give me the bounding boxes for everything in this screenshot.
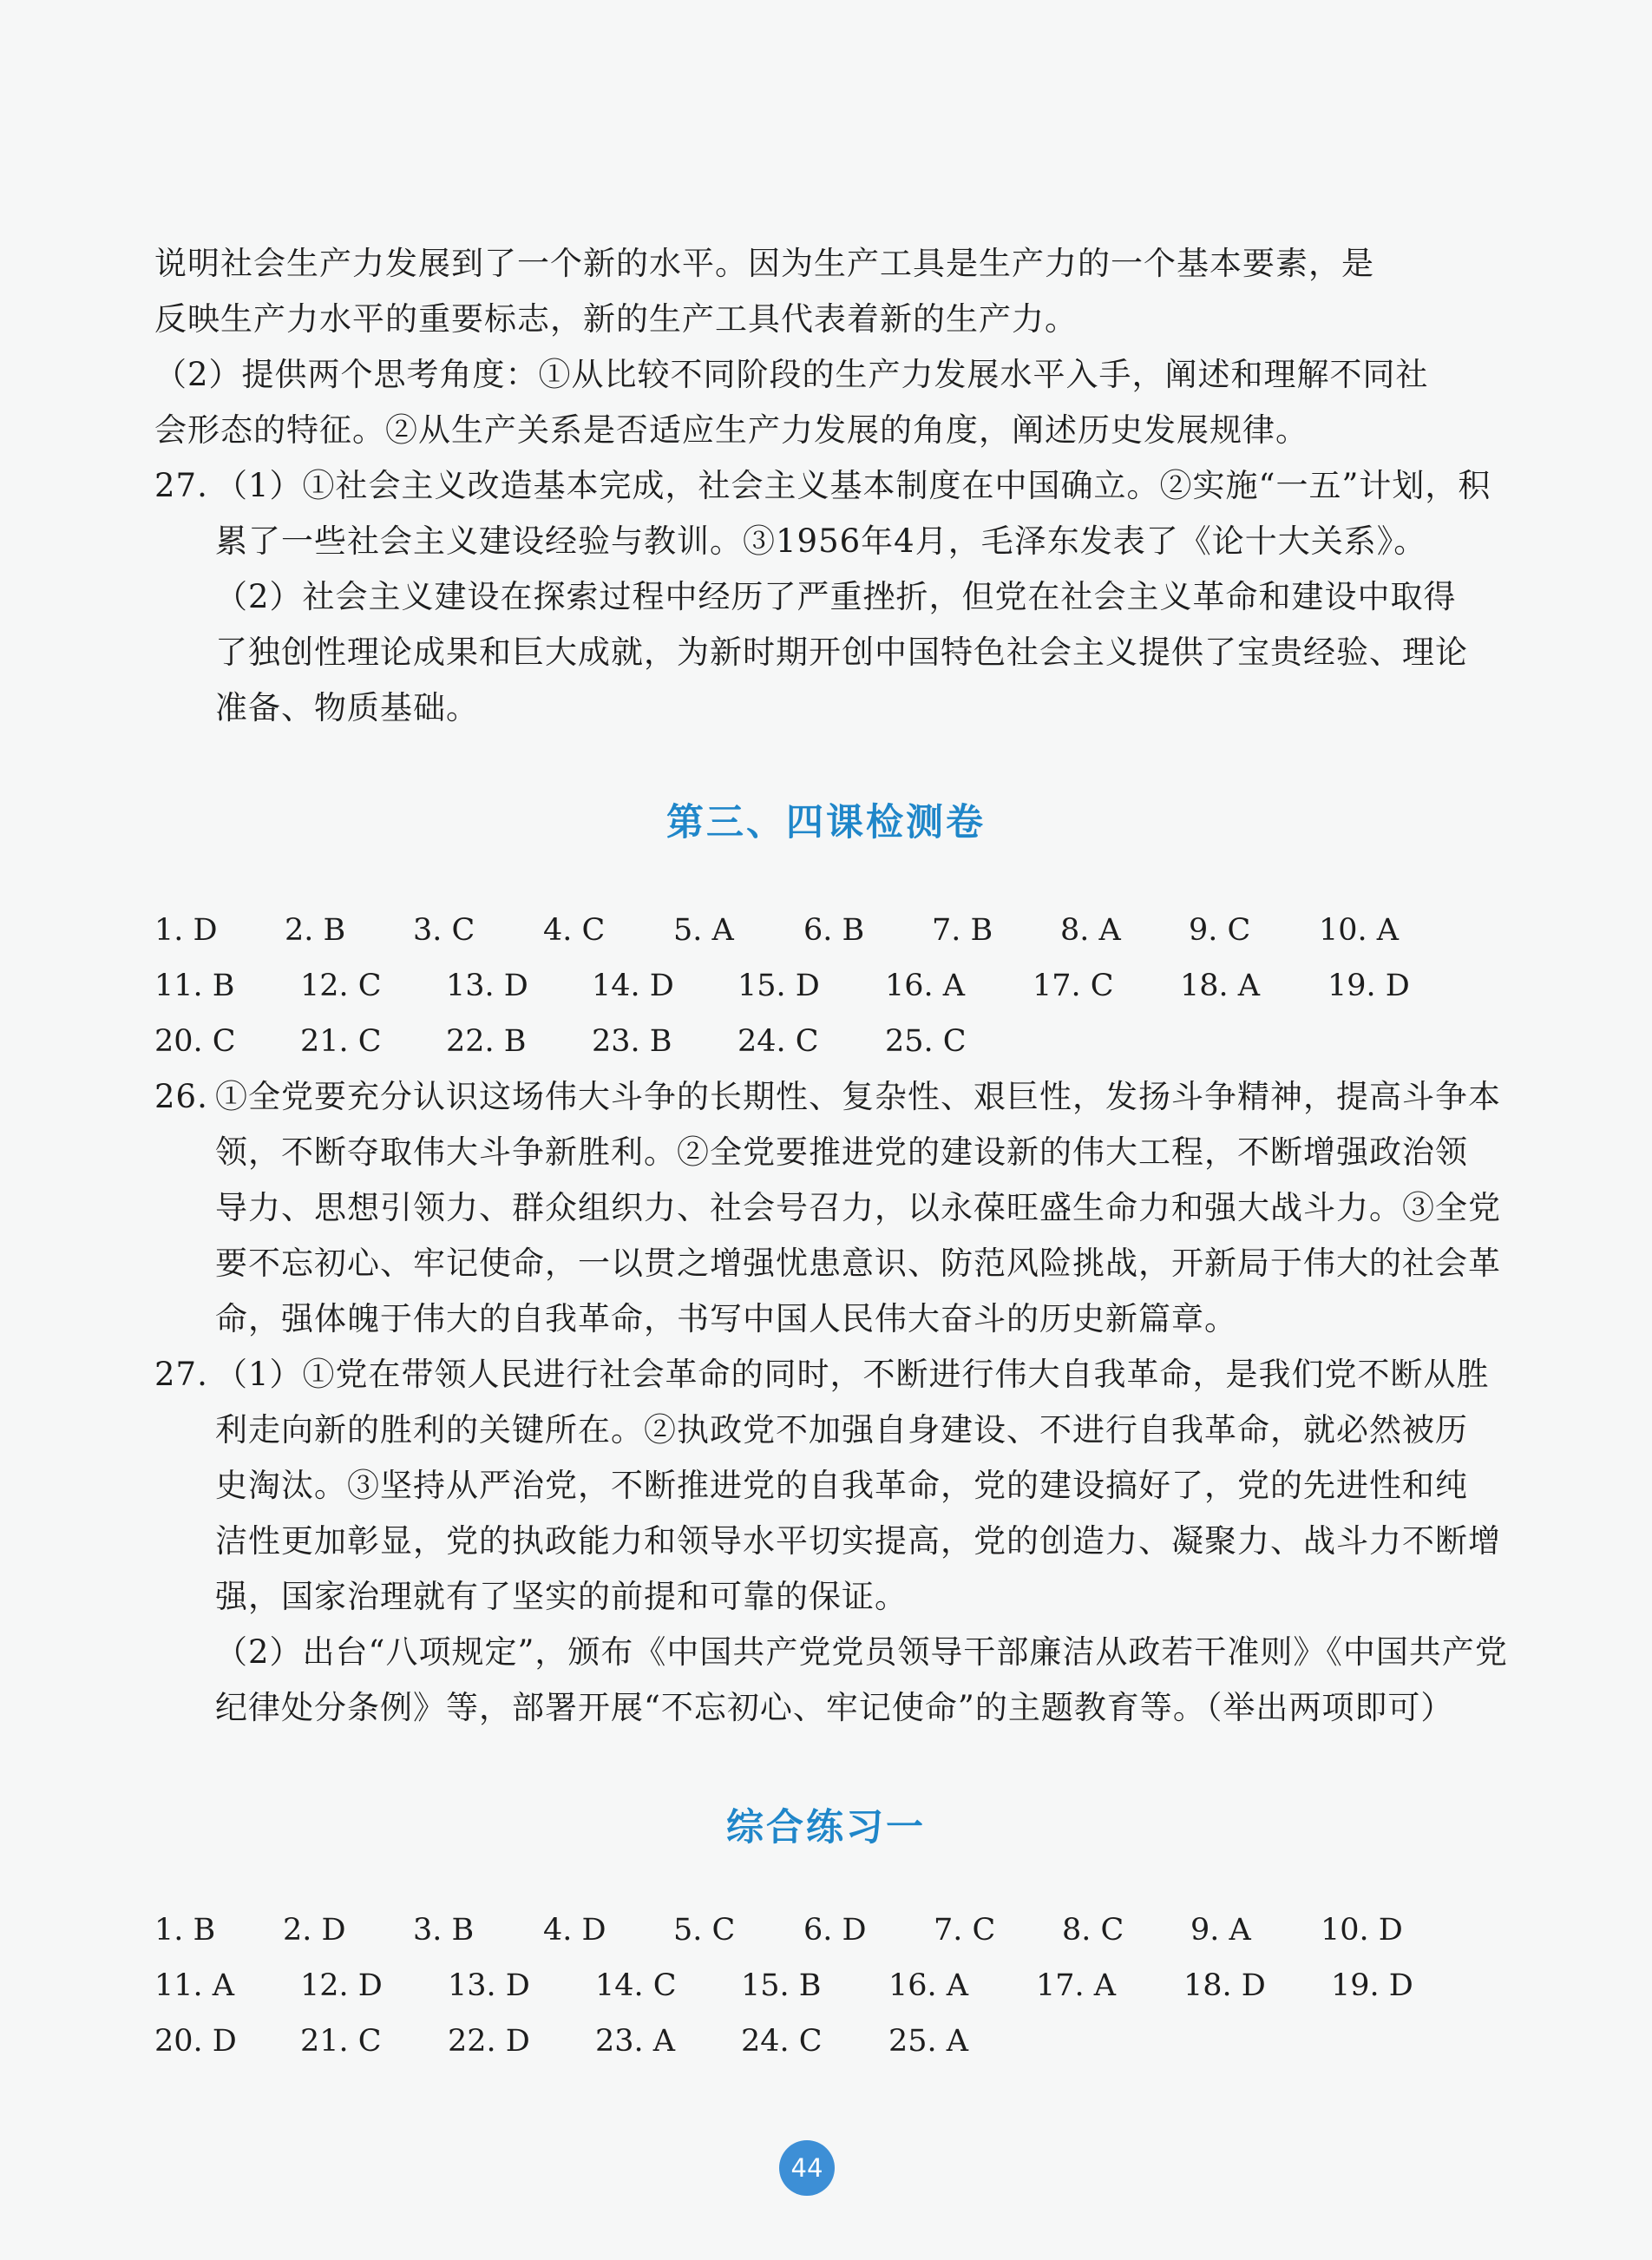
section-title: 第三、四课检测卷 xyxy=(666,801,986,844)
answer-item: 2. D xyxy=(283,1913,346,1948)
answer-item: 10. A xyxy=(1319,913,1400,948)
answer-item: 20. D xyxy=(154,2024,237,2059)
answer-item: 7. B xyxy=(932,913,993,948)
answer-item: 21. C xyxy=(300,1024,382,1059)
answer-item: 12. D xyxy=(300,1968,383,2003)
answer-item: 18. A xyxy=(1180,969,1261,1003)
question-number: 27. xyxy=(154,1356,208,1393)
answer-item: 14. D xyxy=(592,969,674,1003)
text-line: 准备、物质基础。 xyxy=(215,689,479,726)
answer-item: 8. A xyxy=(1060,913,1121,948)
text-line: 反映生产力水平的重要标志，新的生产工具代表着新的生产力。 xyxy=(154,300,1078,338)
answer-item: 14. C xyxy=(595,1968,677,2003)
text-line: ①全党要充分认识这场伟大斗争的长期性、复杂性、艰巨性，发扬斗争精神，提高斗争本 xyxy=(215,1078,1501,1115)
answer-item: 11. A xyxy=(154,1968,235,2003)
text-line: 要不忘初心、牢记使命，一以贯之增强忧患意识、防范风险挑战，开新局于伟大的社会革 xyxy=(215,1245,1501,1282)
answer-item: 23. A xyxy=(595,2024,676,2059)
answer-item: 13. D xyxy=(448,1968,530,2003)
answer-item: 8. C xyxy=(1062,1913,1124,1948)
text-line: 会形态的特征。②从生产关系是否适应生产力发展的角度，阐述历史发展规律。 xyxy=(154,411,1308,449)
answer-item: 20. C xyxy=(154,1024,236,1059)
answer-item: 1. B xyxy=(154,1913,216,1948)
question-number: 27. xyxy=(154,467,208,504)
text-line: 导力、思想引领力、群众组织力、社会号召力，以永葆旺盛生命力和强大战斗力。③全党 xyxy=(215,1189,1501,1226)
answer-item: 5. A xyxy=(673,913,734,948)
answer-item: 1. D xyxy=(154,913,218,948)
answer-item: 25. C xyxy=(885,1024,967,1059)
text-line: 利走向新的胜利的关键所在。②执政党不加强自身建设、不进行自我革命，就必然被历 xyxy=(215,1411,1468,1449)
question-27 xyxy=(154,1347,1508,1736)
text-line: 了独创性理论成果和巨大成就，为新时期开创中国特色社会主义提供了宝贵经验、理论 xyxy=(215,634,1468,671)
answer-item: 16. A xyxy=(885,969,966,1003)
answer-item: 9. A xyxy=(1190,1913,1251,1948)
answer-item: 22. B xyxy=(446,1024,527,1059)
answer-item: 3. C xyxy=(413,913,475,948)
answer-item: 6. B xyxy=(803,913,865,948)
answer-item: 15. B xyxy=(741,1968,822,2003)
text-line: （2）出台“八项规定”，颁布《中国共产党党员领导干部廉洁从政若干准则》《中国共产党 xyxy=(215,1633,1508,1671)
answer-item: 15. D xyxy=(738,969,820,1003)
answer-item: 4. D xyxy=(543,1913,606,1948)
answer-item: 3. B xyxy=(413,1913,475,1948)
answer-item: 10. D xyxy=(1321,1913,1403,1948)
text-line: 纪律处分条例》等，部署开展“不忘初心、牢记使命”的主题教育等。（举出两项即可） xyxy=(215,1689,1454,1726)
answer-item: 19. D xyxy=(1328,969,1410,1003)
answer-item: 21. C xyxy=(300,2024,382,2059)
text-line: 史淘汰。③坚持从严治党，不断推进党的自我革命，党的建设搞好了，党的先进性和纯 xyxy=(215,1467,1468,1504)
answer-item: 23. B xyxy=(592,1024,672,1059)
answer-item: 17. A xyxy=(1036,1968,1117,2003)
answer-item: 18. D xyxy=(1183,1968,1266,2003)
answer-item: 25. A xyxy=(888,2024,969,2059)
text-line: （2）社会主义建设在探索过程中经历了严重挫折，但党在社会主义革命和建设中取得 xyxy=(215,578,1457,615)
text-line: （1）①社会主义改造基本完成，社会主义基本制度在中国确立。②实施“一五”计划，积 xyxy=(215,467,1491,504)
answer-item: 17. C xyxy=(1032,969,1114,1003)
answer-item: 6. D xyxy=(803,1913,867,1948)
text-line: 说明社会生产力发展到了一个新的水平。因为生产工具是生产力的一个基本要素，是 xyxy=(154,245,1374,282)
answer-item: 22. D xyxy=(448,2024,530,2059)
answer-item: 19. D xyxy=(1331,1968,1413,2003)
answer-item: 16. A xyxy=(888,1968,969,2003)
question-26 xyxy=(154,1069,1501,1347)
answer-item: 9. C xyxy=(1189,913,1251,948)
page-number-badge: 44 xyxy=(779,2140,835,2196)
text-line: （2）提供两个思考角度：①从比较不同阶段的生产力发展水平入手，阐述和理解不同社 xyxy=(154,356,1429,393)
answer-item: 7. C xyxy=(934,1913,996,1948)
answer-item: 5. C xyxy=(673,1913,736,1948)
answer-item: 2. B xyxy=(285,913,346,948)
text-line: 累了一些社会主义建设经验与教训。③1956年4月，毛泽东发表了《论十大关系》。 xyxy=(215,522,1427,560)
text-line: 命，强体魄于伟大的自我革命，书写中国人民伟大奋斗的历史新篇章。 xyxy=(215,1300,1237,1337)
answer-item: 11. B xyxy=(154,969,235,1003)
question-number: 26. xyxy=(154,1078,208,1115)
answer-item: 4. C xyxy=(543,913,606,948)
question-27-prev xyxy=(154,458,1491,736)
answer-item: 13. D xyxy=(446,969,528,1003)
answer-item: 24. C xyxy=(738,1024,819,1059)
intro-block xyxy=(154,236,1473,458)
text-line: 洁性更加彰显，党的执政能力和领导水平切实提高，党的创造力、凝聚力、战斗力不断增 xyxy=(215,1522,1501,1560)
answer-item: 24. C xyxy=(741,2024,823,2059)
answer-item: 12. C xyxy=(300,969,382,1003)
section-title: 综合练习一 xyxy=(726,1806,926,1849)
text-line: 领，不断夺取伟大斗争新胜利。②全党要推进党的建设新的伟大工程，不断增强政治领 xyxy=(215,1133,1468,1171)
text-line: （1）①党在带领人民进行社会革命的同时，不断进行伟大自我革命，是我们党不断从胜 xyxy=(215,1356,1490,1393)
text-line: 强，国家治理就有了坚实的前提和可靠的保证。 xyxy=(215,1578,908,1615)
